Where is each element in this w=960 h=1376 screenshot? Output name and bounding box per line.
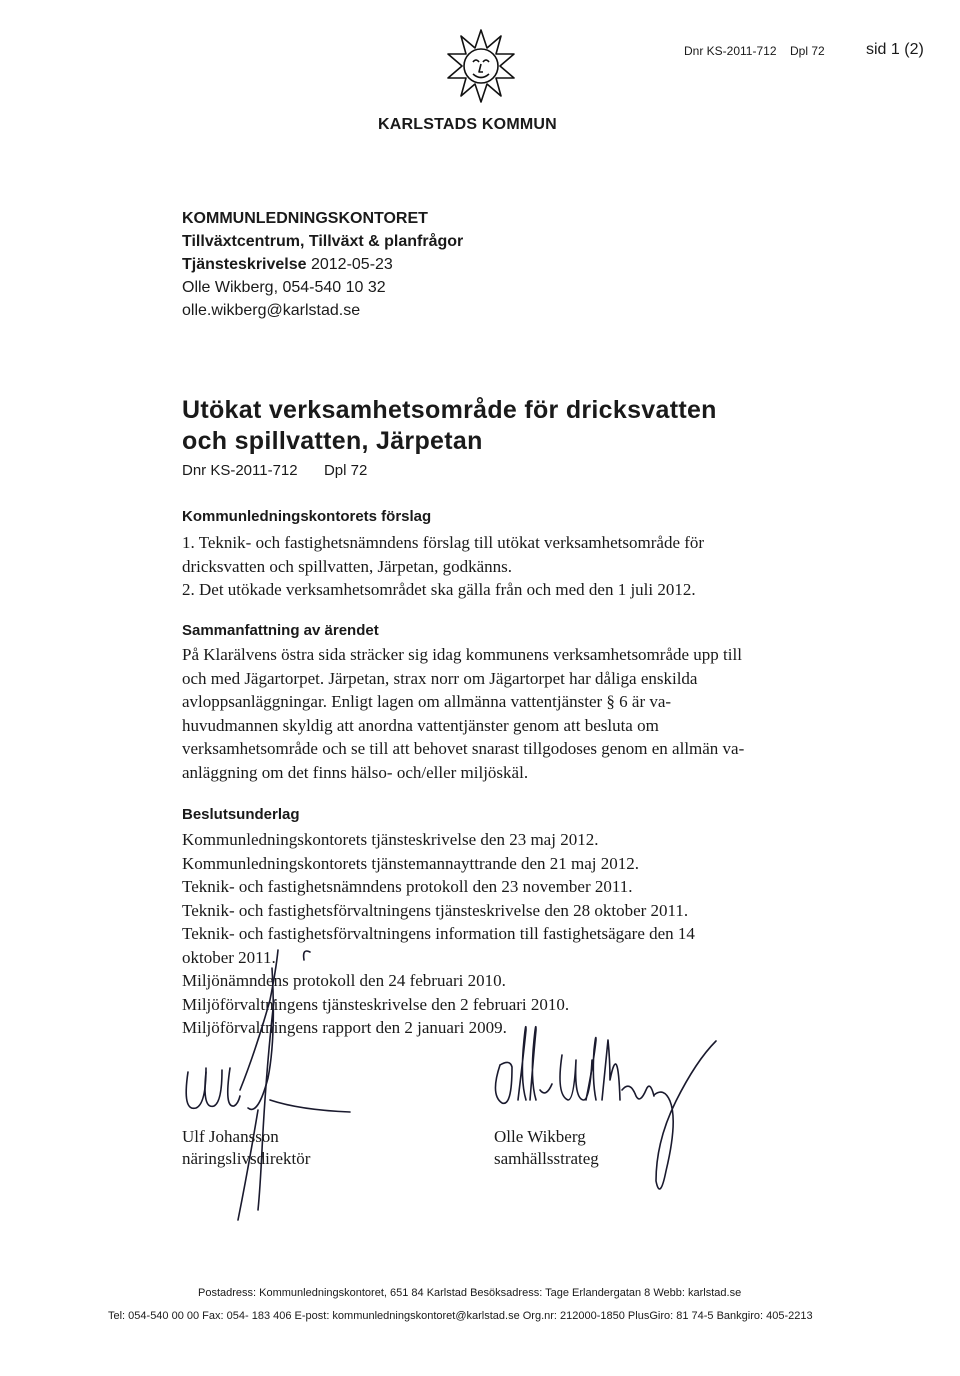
doc-date: 2012-05-23 xyxy=(310,256,393,273)
signature-ulf xyxy=(182,1126,310,1170)
contact: Olle Wikberg, 054-540 10 32 xyxy=(182,279,386,296)
signer-role: samhällsstrateg xyxy=(494,1149,599,1168)
title-dnr: Dnr KS-2011-712 xyxy=(182,462,298,479)
title-reference xyxy=(182,462,367,479)
basis-line: Teknik- och fastighetsförvaltningens tjänsteskrivelse den 28 oktober 2011. xyxy=(182,900,689,920)
basis-line: Teknik- och fastighetsförvaltningens information till fastighetsägare den 14 xyxy=(182,924,695,943)
basis-line: oktober 2011. xyxy=(182,947,276,967)
proposal-heading: Kommunledningskontorets förslag xyxy=(182,508,432,525)
basis-line: Teknik- och fastighetsnämndens protokoll den 23 november 2011. xyxy=(182,877,633,896)
organization-name: KARLSTADS KOMMUN xyxy=(378,116,557,133)
basis-line: Kommunledningskontorets tjänstemannayttrande den 21 maj 2012. xyxy=(182,853,640,873)
summary-line: På Klarälvens östra sida sträcker sig idag kommunens verksamhetsområde upp till xyxy=(182,645,742,664)
signer-role: näringslivsdirektör xyxy=(182,1149,311,1168)
basis-heading: Beslutsunderlag xyxy=(182,806,300,823)
basis-line: Miljöförvaltningens tjänsteskrivelse den 2 februari 2010. xyxy=(182,994,570,1014)
signature-olle xyxy=(494,1126,599,1170)
page-number: sid 1 (2) xyxy=(866,41,924,58)
summary-heading: Sammanfattning av ärendet xyxy=(182,622,379,639)
summary-line: anläggning om det finns hälso- och/eller miljöskäl. xyxy=(182,762,529,782)
basis-line: Kommunledningskontorets tjänsteskrivelse den 23 maj 2012. xyxy=(182,830,599,849)
signer-name: Ulf Johansson xyxy=(182,1127,279,1146)
proposal-line: 2. Det utökade verksamhetsområdet ska gälla från och med den 1 juli 2012. xyxy=(182,580,696,599)
basis-line: Miljöförvaltningens rapport den 2 januari 2009. xyxy=(182,1018,507,1037)
document-title xyxy=(182,395,717,457)
summary-line: verksamhetsområde och se till att behovet snarast tillgodoses genom en allmän va- xyxy=(182,739,745,758)
handwritten-signatures xyxy=(170,940,730,1230)
summary-text xyxy=(182,643,802,784)
title-line-1: Utökat verksamhetsområde för dricksvatten xyxy=(182,396,717,424)
basis-line: Miljönämndens protokoll den 24 februari 2010. xyxy=(182,971,506,990)
karlstad-sun-logo xyxy=(446,28,516,110)
unit-name: Tillväxtcentrum, Tillväxt & planfrågor xyxy=(182,233,464,250)
proposal-line: 1. Teknik- och fastighetsnämndens förslag till utökat verksamhetsområde för xyxy=(182,533,705,552)
summary-line: huvudmannen skyldig att anordna vattentjänster genom att besluta om xyxy=(182,715,659,735)
summary-line: avloppsanläggningar. Enligt lagen om allmänna vattentjänster § 6 är va- xyxy=(182,692,672,711)
doc-type-line xyxy=(182,253,463,276)
title-line-2: och spillvatten, Järpetan xyxy=(182,427,483,455)
header-dpl: Dpl 72 xyxy=(790,44,825,58)
footer-contact: Tel: 054-540 00 00 Fax: 054- 183 406 E-post: kommunledningskontoret@karlstad.se Org.nr: 212000-1850 PlusGiro: 81 74-5 Bankgiro: 405-2213 xyxy=(108,1310,813,1322)
proposal-line: dricksvatten och spillvatten, Järpetan, godkänns. xyxy=(182,556,512,576)
summary-line: och med Jägartorpet. Järpetan, strax norr om Jägartorpet har dåliga enskilda xyxy=(182,668,698,688)
doc-type: Tjänsteskrivelse xyxy=(182,256,307,273)
title-dpl: Dpl 72 xyxy=(323,462,368,479)
signer-name: Olle Wikberg xyxy=(494,1127,586,1146)
email: olle.wikberg@karlstad.se xyxy=(182,302,361,319)
header-dnr: Dnr KS-2011-712 xyxy=(684,44,777,58)
footer-address: Postadress: Kommunledningskontoret, 651 84 Karlstad Besöksadress: Tage Erlandergatan 8 Webb: karlstad.se xyxy=(198,1287,742,1299)
office-name: KOMMUNLEDNINGSKONTORET xyxy=(182,210,428,227)
proposal-list xyxy=(182,531,704,602)
sender-block xyxy=(182,207,463,322)
